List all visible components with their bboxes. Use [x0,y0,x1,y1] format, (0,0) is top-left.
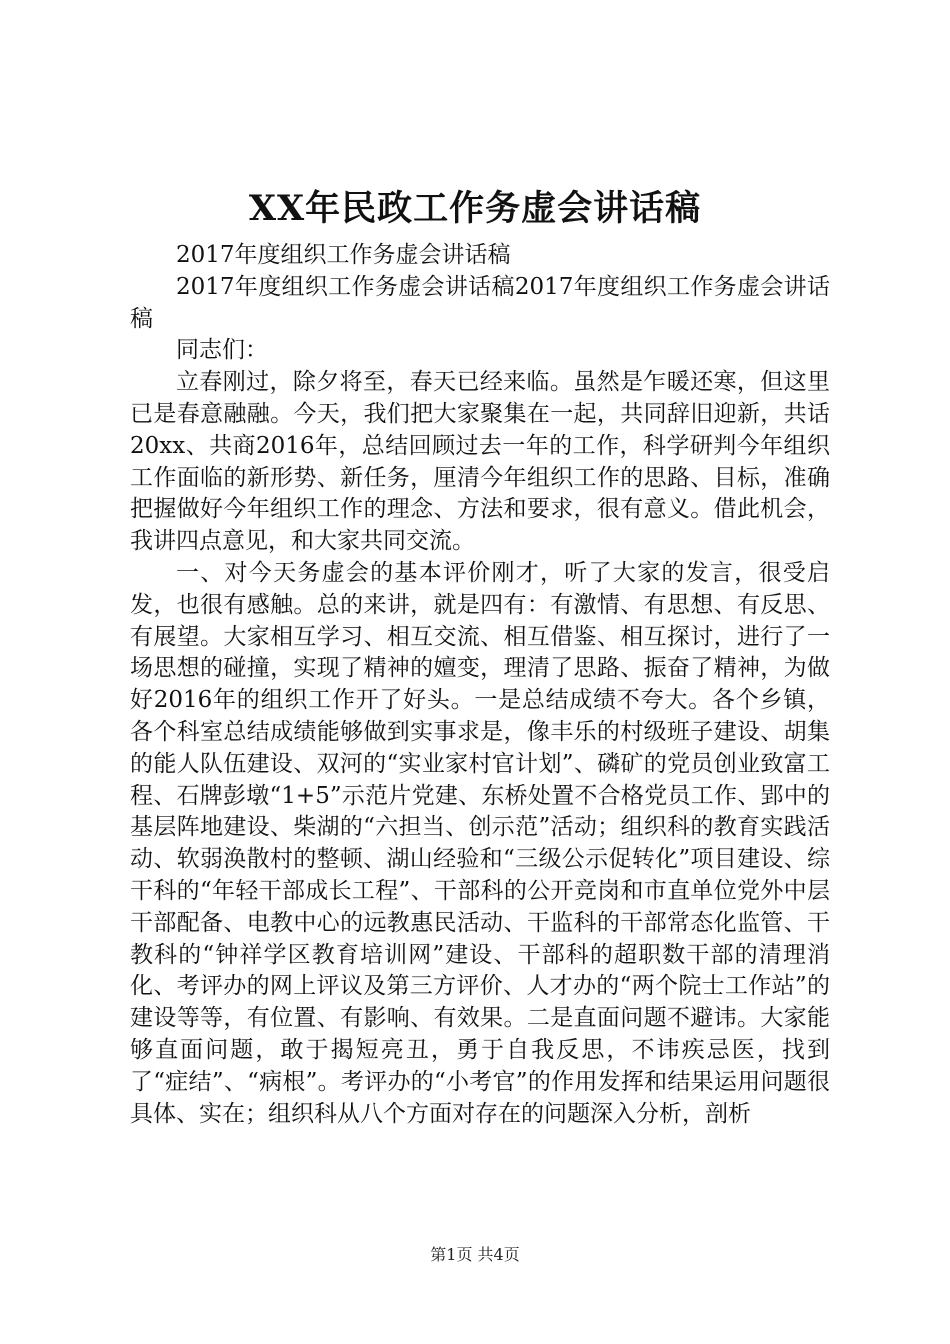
paragraph-salutation: 同志们： [176,337,268,364]
paragraph-opening: 立春刚过，除夕将至，春天已经来临。虽然是乍暖还寒，但这里已是春意融融。今天，我们把大家聚集在一起，共同辞旧迎新，共话20xx、共商2016年，总结回顾过去一年的工作，科学研判今年组织工作面临的新形势、新任务，厘清今年组织工作的思路、目标，准确把握做好今年组织工作的理念、方法和要求，很有意义。借此机会，我讲四点意见，和大家共同交流。 [130,369,830,555]
paragraph-section-one: 一、对今天务虚会的基本评价刚才，听了大家的发言，很受启发，也很有感触。总的来讲，就是四有：有激情、有思想、有反思、有展望。大家相互学习、相互交流、相互借鉴、相互探讨，进行了一场思想的碰撞，实现了精神的嬗变，理清了思路、振奋了精神，为做好2016年的组织工作开了好头。一是总结成绩不夸大。各个乡镇，各个科室总结成绩能够做到实事求是，像丰乐的村级班子建设、胡集的能人队伍建设、双河的“实业家村官计划”、磷矿的党员创业致富工程、石牌彭墩“1+5”示范片党建、东桥处置不合格党员工作、郢中的基层阵地建设、柴湖的“六担当、创示范”活动；组织科的教育实践活动、软弱涣散村的整顿、湖山经验和“三级公示促转化”项目建设、综干科的“年轻干部成长工程”、干部科的公开竞岗和市直单位党外中层干部配备、电教中心的远教惠民活动、干监科的干部常态化监管、干教科的“钟祥学区教育培训网”建设、干部科的超职数干部的清理消化、考评办的网上评议及第三方评价、人才办的“两个院士工作站”的建设等等，有位置、有影响、有效果。二是直面问题不避讳。大家能够直面问题，敢于揭短亮丑，勇于自我反思，不讳疾忌医，找到了“症结”、“病根”。考评办的“小考官”的作用发挥和结果运用问题很具体、实在；组织科从八个方面对存在的问题深入分析，剖析 [130,559,830,1127]
page-number-footer: 第1页 共4页 [430,1245,520,1264]
paragraph-heading-repeat: 2017年度组织工作务虚会讲话稿2017年度组织工作务虚会讲话稿 [130,273,830,332]
document-body [130,240,830,1130]
paragraph-subtitle: 2017年度组织工作务虚会讲话稿 [176,242,511,268]
document-title: XX年民政工作务虚会讲话稿 [248,188,702,229]
